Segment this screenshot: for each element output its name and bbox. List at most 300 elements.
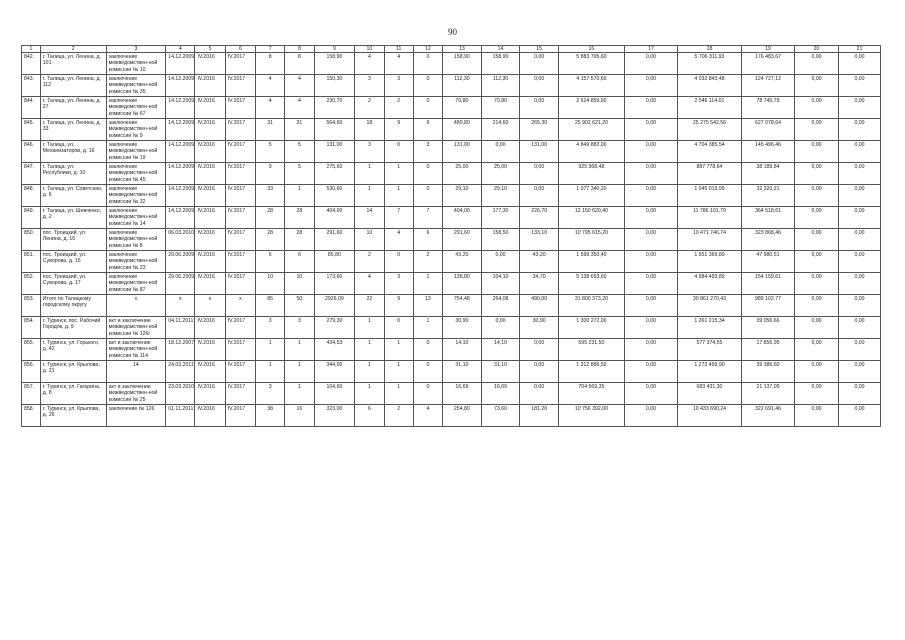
table-cell: 530,60 <box>314 185 355 207</box>
table-cell: 887 778,64 <box>678 163 742 185</box>
table-cell: 28 <box>256 229 285 251</box>
table-cell: IV.2017 <box>225 207 255 229</box>
table-cell: 14.12.2009 <box>166 119 195 141</box>
table-cell: 173,60 <box>314 273 355 295</box>
table-cell: 0 <box>413 361 442 383</box>
table-cell: 6 <box>285 251 314 273</box>
table-cell: 43,20 <box>443 251 482 273</box>
table-cell: 0,00 <box>795 97 839 119</box>
table-cell: 490,00 <box>520 295 559 317</box>
table-cell: 0,00 <box>839 207 881 229</box>
table-cell: 1 273 499,90 <box>678 361 742 383</box>
table-cell: 0,00 <box>795 273 839 295</box>
table-cell: 0,00 <box>481 251 520 273</box>
table-cell: IV.2016 <box>195 273 225 295</box>
table-cell: 10 <box>355 229 384 251</box>
table-cell: 226,70 <box>520 207 559 229</box>
table-cell: 0,00 <box>520 97 559 119</box>
column-header: 13 <box>443 46 482 53</box>
table-cell: IV.2017 <box>225 251 255 273</box>
table-cell: 31 <box>285 119 314 141</box>
table-cell: г. Талица, ул. Ленина, д. 101 <box>40 53 106 75</box>
table-cell: 0,00 <box>839 339 881 361</box>
table-cell: 29,10 <box>443 185 482 207</box>
table-cell: 5 706 311,93 <box>678 53 742 75</box>
table-cell: 4 984 493,89 <box>678 273 742 295</box>
table-cell: 1 077 340,20 <box>559 185 625 207</box>
table-cell: 0,00 <box>839 273 881 295</box>
table-cell: 925 968,48 <box>559 163 625 185</box>
table-cell: 2 <box>384 405 413 427</box>
table-cell: 133,10 <box>520 229 559 251</box>
table-cell: 1 599 350,40 <box>559 251 625 273</box>
table-cell: 39 386,60 <box>741 361 794 383</box>
table-cell: 855. <box>22 339 41 361</box>
table-cell: 31 800 373,20 <box>559 295 625 317</box>
column-header: 8 <box>285 46 314 53</box>
table-cell: г. Талица, ул. Ленина, д. 33 <box>40 119 106 141</box>
table-cell: г. Туринск, пос. Рабочий Городок, д. 9 <box>40 317 106 339</box>
table-cell: 0,00 <box>624 207 677 229</box>
table-cell: IV.2016 <box>195 163 225 185</box>
table-cell: 857. <box>22 383 41 405</box>
table-cell: IV.2016 <box>195 229 225 251</box>
table-cell: 0,00 <box>624 405 677 427</box>
table-cell: 47 980,51 <box>741 251 794 273</box>
table-cell: 0,00 <box>520 75 559 97</box>
table-cell: г. Туринск, ул. Гагарина, д. 8 <box>40 383 106 405</box>
table-cell: 43,20 <box>520 251 559 273</box>
table-cell: 322 691,46 <box>741 405 794 427</box>
table-cell: 404,00 <box>314 207 355 229</box>
table-cell: IV.2016 <box>195 185 225 207</box>
table-cell: 230,70 <box>314 97 355 119</box>
table-cell: 0,00 <box>795 119 839 141</box>
table-cell: 291,60 <box>314 229 355 251</box>
table-cell: 214,60 <box>481 119 520 141</box>
table-cell: 842. <box>22 53 41 75</box>
table-cell: 18 <box>355 119 384 141</box>
table-cell: 25 902 621,20 <box>559 119 625 141</box>
table-cell: 404,00 <box>443 207 482 229</box>
table-cell: 1 045 019,99 <box>678 185 742 207</box>
table-cell: 627 078,64 <box>741 119 794 141</box>
table-cell: 73,60 <box>481 405 520 427</box>
table-cell: 154 159,61 <box>741 273 794 295</box>
table-cell: 9 <box>413 119 442 141</box>
table-cell: 0,00 <box>624 119 677 141</box>
table-cell: 14.12.2009 <box>166 163 195 185</box>
table-cell: 14,10 <box>481 339 520 361</box>
column-header: 19 <box>741 46 794 53</box>
table-cell: г. Туринск, ул. Крылова, д. 26 <box>40 405 106 427</box>
table-cell: x <box>195 295 225 317</box>
table-row <box>22 163 881 185</box>
table-cell: 1 <box>355 185 384 207</box>
table-cell: 434,53 <box>314 339 355 361</box>
table-cell: x <box>166 295 195 317</box>
table-cell: 0 <box>413 75 442 97</box>
table-cell: 0,00 <box>624 251 677 273</box>
table-cell: 0 <box>413 97 442 119</box>
table-cell: 1 <box>285 383 314 405</box>
table-cell: IV.2017 <box>225 339 255 361</box>
table-cell: 28 <box>285 207 314 229</box>
table-cell: 1 <box>355 317 384 339</box>
table-cell: 24.03.2011 <box>166 361 195 383</box>
table-cell: 14,10 <box>443 339 482 361</box>
table-cell: заключение № 126 <box>106 405 166 427</box>
table-cell: 264,08 <box>481 295 520 317</box>
table-cell: 0,00 <box>795 141 839 163</box>
table-cell: 7 <box>413 207 442 229</box>
column-header: 10 <box>355 46 384 53</box>
table-cell: 1 <box>413 273 442 295</box>
column-header: 9 <box>314 46 355 53</box>
table-cell: 181,20 <box>520 405 559 427</box>
table-cell: 853. <box>22 295 41 317</box>
table-cell: 33 <box>256 185 285 207</box>
table-cell: пос. Троицкий, ул. Суворова, д. 15 <box>40 251 106 273</box>
table-cell: 4 032 843,48 <box>678 75 742 97</box>
table-cell: 3 <box>285 317 314 339</box>
table-row <box>22 229 881 251</box>
column-header: 16 <box>559 46 625 53</box>
table-cell: 0 <box>413 185 442 207</box>
table-cell: 1 <box>256 339 285 361</box>
table-cell: г. Талица, ул. Механизаторов, д. 16 <box>40 141 106 163</box>
table-cell: 0,00 <box>795 163 839 185</box>
table-cell: 1 <box>384 361 413 383</box>
table-cell: 70,80 <box>481 97 520 119</box>
table-cell: 0,00 <box>795 229 839 251</box>
table-cell: 4 <box>355 53 384 75</box>
table-cell: 4 704 385,54 <box>678 141 742 163</box>
table-cell: 1 <box>285 185 314 207</box>
table-cell: 17 856,95 <box>741 339 794 361</box>
table-row <box>22 75 881 97</box>
table-cell: 846. <box>22 141 41 163</box>
table-cell: 3 <box>384 273 413 295</box>
table-cell: 856. <box>22 361 41 383</box>
table-cell: 9 <box>256 163 285 185</box>
table-cell: 845. <box>22 119 41 141</box>
table-cell: 14.12.2009 <box>166 141 195 163</box>
table-cell: 85 <box>256 295 285 317</box>
table-cell: заключение межведомствен-ной комиссии № 14 <box>106 207 166 229</box>
table-cell: 5 <box>285 163 314 185</box>
table-cell: x <box>106 295 166 317</box>
table-cell: акт и заключение межведомствен-ной комиссии № 25 <box>106 383 166 405</box>
table-cell: IV.2016 <box>195 75 225 97</box>
table-cell: 849. <box>22 207 41 229</box>
table-row <box>22 207 881 229</box>
table-cell: 0,00 <box>624 339 677 361</box>
table-cell: 31,10 <box>443 361 482 383</box>
table-cell: 1 <box>355 383 384 405</box>
table-cell: 2 624 859,90 <box>559 97 625 119</box>
table-cell: 683 431,30 <box>678 383 742 405</box>
table-cell: IV.2017 <box>225 317 255 339</box>
table-cell: IV.2016 <box>195 207 225 229</box>
table-cell: 0,00 <box>839 317 881 339</box>
table-cell: IV.2017 <box>225 119 255 141</box>
table-cell: заключение межведомствен-ной комиссии № 45 <box>106 163 166 185</box>
table-cell: 843. <box>22 75 41 97</box>
table-cell: 1 <box>384 383 413 405</box>
table-cell: 1 261 215,34 <box>678 317 742 339</box>
table-cell: 0 <box>384 141 413 163</box>
table-cell: 10 <box>285 273 314 295</box>
table-cell: 28 <box>285 229 314 251</box>
table-cell: 577 374,55 <box>678 339 742 361</box>
column-header: 12 <box>413 46 442 53</box>
table-cell: 31 <box>256 119 285 141</box>
table-cell: 177,30 <box>481 207 520 229</box>
table-cell: 16,69 <box>481 383 520 405</box>
table-cell: 0 <box>384 251 413 273</box>
table-cell: г. Талица, ул. Ленина, д. 27 <box>40 97 106 119</box>
table-cell: 1 <box>384 339 413 361</box>
table-row <box>22 383 881 405</box>
table-cell: 254,80 <box>443 405 482 427</box>
table-cell: 0,00 <box>795 53 839 75</box>
table-cell: 0,00 <box>624 75 677 97</box>
table-cell: 4 <box>256 75 285 97</box>
table-cell: 0 <box>413 53 442 75</box>
table-cell: IV.2016 <box>195 339 225 361</box>
table-cell: 14.12.2009 <box>166 97 195 119</box>
table-row <box>22 251 881 273</box>
table-cell: 10 <box>256 273 285 295</box>
table-cell: 16 <box>285 405 314 427</box>
table-row <box>22 141 881 163</box>
table-cell: заключение межведомствен-ной комиссии № 35 <box>106 75 166 97</box>
table-row <box>22 295 881 317</box>
table-cell: 38 189,84 <box>741 163 794 185</box>
table-cell: 50 <box>285 295 314 317</box>
table-cell: 1 <box>355 163 384 185</box>
table-cell: 0,00 <box>624 53 677 75</box>
table-cell: 848. <box>22 185 41 207</box>
table-cell: 0,00 <box>795 383 839 405</box>
table-cell: 22 <box>355 295 384 317</box>
table-cell: IV.2017 <box>225 361 255 383</box>
table-cell: г. Талица, ул. Республики, д. 10 <box>40 163 106 185</box>
table-cell: 847. <box>22 163 41 185</box>
table-cell: 0 <box>413 383 442 405</box>
table-cell: 01.11.2011 <box>166 405 195 427</box>
table-cell: заключение межведомствен-ной комиссии № 67 <box>106 97 166 119</box>
table-cell: 131,00 <box>520 141 559 163</box>
table-row <box>22 185 881 207</box>
table-cell: 291,60 <box>443 229 482 251</box>
table-cell: 0,00 <box>624 163 677 185</box>
table-cell: 23.03.2010 <box>166 383 195 405</box>
table-cell: x <box>225 295 255 317</box>
table-cell: 3 <box>355 75 384 97</box>
table-cell: 4 <box>384 229 413 251</box>
table-cell: 0,00 <box>839 185 881 207</box>
table-cell: 0,00 <box>795 185 839 207</box>
table-cell: 131,00 <box>443 141 482 163</box>
column-header: 21 <box>839 46 881 53</box>
table-cell: 14.12.2009 <box>166 207 195 229</box>
table-cell: 275,60 <box>314 163 355 185</box>
table-cell: 39 056,66 <box>741 317 794 339</box>
table-cell: 14.12.2009 <box>166 53 195 75</box>
table-cell: 3 <box>256 317 285 339</box>
table-cell: 104,60 <box>314 383 355 405</box>
table-cell: г. Туринск, ул. Крылова, д. 21 <box>40 361 106 383</box>
table-cell: пос. Троицкий, ул. Суворова, д. 17 <box>40 273 106 295</box>
table-cell: 0,00 <box>624 185 677 207</box>
table-cell: 0,00 <box>624 295 677 317</box>
table-cell: г. Талица, ул. Шевченко, д. 2 <box>40 207 106 229</box>
table-row <box>22 405 881 427</box>
table-cell: 0,00 <box>839 361 881 383</box>
table-cell: г. Талица, ул. Советская, д. 6 <box>40 185 106 207</box>
table-cell: IV.2017 <box>225 185 255 207</box>
table-cell: 852. <box>22 273 41 295</box>
table-cell: 32 320,21 <box>741 185 794 207</box>
table-cell: IV.2016 <box>195 97 225 119</box>
table-cell: 0,00 <box>520 383 559 405</box>
table-row <box>22 339 881 361</box>
table-cell: 5 <box>285 141 314 163</box>
table-cell: 4 <box>285 75 314 97</box>
table-cell: 8 <box>256 53 285 75</box>
table-cell: 29.06.2009 <box>166 273 195 295</box>
table-cell: заключение межведомствен-ной комиссии № 8 <box>106 229 166 251</box>
table-cell: IV.2017 <box>225 163 255 185</box>
table-cell: 12 150 620,40 <box>559 207 625 229</box>
column-header: 11 <box>384 46 413 53</box>
table-cell: IV.2017 <box>225 273 255 295</box>
table-cell: заключение межведомствен-ной комиссии № 9 <box>106 119 166 141</box>
table-cell: 0,00 <box>624 141 677 163</box>
table-row <box>22 53 881 75</box>
table-cell: 38 <box>256 405 285 427</box>
table-cell: 704 569,35 <box>559 383 625 405</box>
table-cell: 4 849 882,00 <box>559 141 625 163</box>
table-cell: 1 <box>413 317 442 339</box>
table-cell: заключение межведомствен-ной комиссии № 23 <box>106 251 166 273</box>
table-cell: 6 <box>355 405 384 427</box>
table-cell: 3 <box>413 141 442 163</box>
table-cell: 1 <box>384 163 413 185</box>
table-row <box>22 97 881 119</box>
table-cell: 150,30 <box>314 75 355 97</box>
table-cell: 0,00 <box>520 339 559 361</box>
table-cell: 30,90 <box>443 317 482 339</box>
table-cell: 4 <box>256 97 285 119</box>
column-header: 18 <box>678 46 742 53</box>
table-cell: 850. <box>22 229 41 251</box>
table-cell: 595 231,50 <box>559 339 625 361</box>
table-cell: 0,00 <box>839 75 881 97</box>
table-cell: 10 471 746,74 <box>678 229 742 251</box>
table-cell: 0,00 <box>795 251 839 273</box>
table-cell: 5 883 795,60 <box>559 53 625 75</box>
table-cell: IV.2017 <box>225 141 255 163</box>
page-number: 90 <box>448 27 457 37</box>
table-cell: 2 <box>413 251 442 273</box>
table-row <box>22 317 881 339</box>
table-cell: заключение межведомствен-ной комиссии № 87 <box>106 273 166 295</box>
table-cell: 138,80 <box>443 273 482 295</box>
table-cell: 0,00 <box>481 317 520 339</box>
table-cell: 323 868,46 <box>741 229 794 251</box>
table-cell: 85,80 <box>314 251 355 273</box>
table-cell: IV.2017 <box>225 97 255 119</box>
table-cell: 0,00 <box>839 53 881 75</box>
table-cell: 0,00 <box>520 163 559 185</box>
table-cell: 0,00 <box>795 207 839 229</box>
table-cell: IV.2017 <box>225 75 255 97</box>
table-cell: 1 300 272,00 <box>559 317 625 339</box>
table-cell: 158,90 <box>481 53 520 75</box>
table-cell: 0,00 <box>839 163 881 185</box>
table-cell: 29.06.2009 <box>166 251 195 273</box>
table-cell: 16,69 <box>443 383 482 405</box>
table-cell: 25,00 <box>443 163 482 185</box>
table-cell: 754,48 <box>443 295 482 317</box>
table-cell: 0 <box>384 317 413 339</box>
table-cell: 0,00 <box>520 185 559 207</box>
table-cell: 989 102,77 <box>741 295 794 317</box>
table-cell: IV.2017 <box>225 383 255 405</box>
table-cell: 4 <box>285 97 314 119</box>
table-cell: 0,00 <box>839 383 881 405</box>
table-cell: 1 <box>384 185 413 207</box>
table-cell: 844. <box>22 97 41 119</box>
table-cell: Итого по Талицкому городскому округу <box>40 295 106 317</box>
table-cell: 0 <box>413 339 442 361</box>
table-cell: 112,30 <box>443 75 482 97</box>
table-cell: IV.2016 <box>195 141 225 163</box>
column-header: 5 <box>195 46 225 53</box>
table-cell: 851. <box>22 251 41 273</box>
table-cell: 21 137,05 <box>741 383 794 405</box>
table-cell: 158,90 <box>314 53 355 75</box>
table-cell: 10 433 690,24 <box>678 405 742 427</box>
table-cell: 0,00 <box>624 361 677 383</box>
table-cell: 0,00 <box>624 229 677 251</box>
table-cell: 25 275 542,56 <box>678 119 742 141</box>
column-header: 4 <box>166 46 195 53</box>
table-cell: г. Туринск, ул. Горького, д. 42 <box>40 339 106 361</box>
table-cell: 10 756 392,00 <box>559 405 625 427</box>
table-cell: 1 <box>285 361 314 383</box>
table-cell: 0,00 <box>839 141 881 163</box>
table-cell: пос. Троицкий, ул. Ленина, д. 16 <box>40 229 106 251</box>
table-cell: 1 <box>285 339 314 361</box>
table-cell: 2 546 114,01 <box>678 97 742 119</box>
table-cell: акт и заключение межведомствен-ной комиссии № 114 <box>106 339 166 361</box>
table-cell: 176 483,67 <box>741 53 794 75</box>
table-cell: 0,00 <box>839 405 881 427</box>
table-cell: 14 <box>355 207 384 229</box>
table-cell: заключение межведомствен-ной комиссии № 32 <box>106 185 166 207</box>
column-header: 20 <box>795 46 839 53</box>
table-cell: 145 496,46 <box>741 141 794 163</box>
table-cell: 364 518,61 <box>741 207 794 229</box>
table-cell: 34,70 <box>520 273 559 295</box>
table-cell: г. Талица, ул. Ленина, д. 112 <box>40 75 106 97</box>
table-cell: 2926,09 <box>314 295 355 317</box>
column-header: 3 <box>106 46 166 53</box>
